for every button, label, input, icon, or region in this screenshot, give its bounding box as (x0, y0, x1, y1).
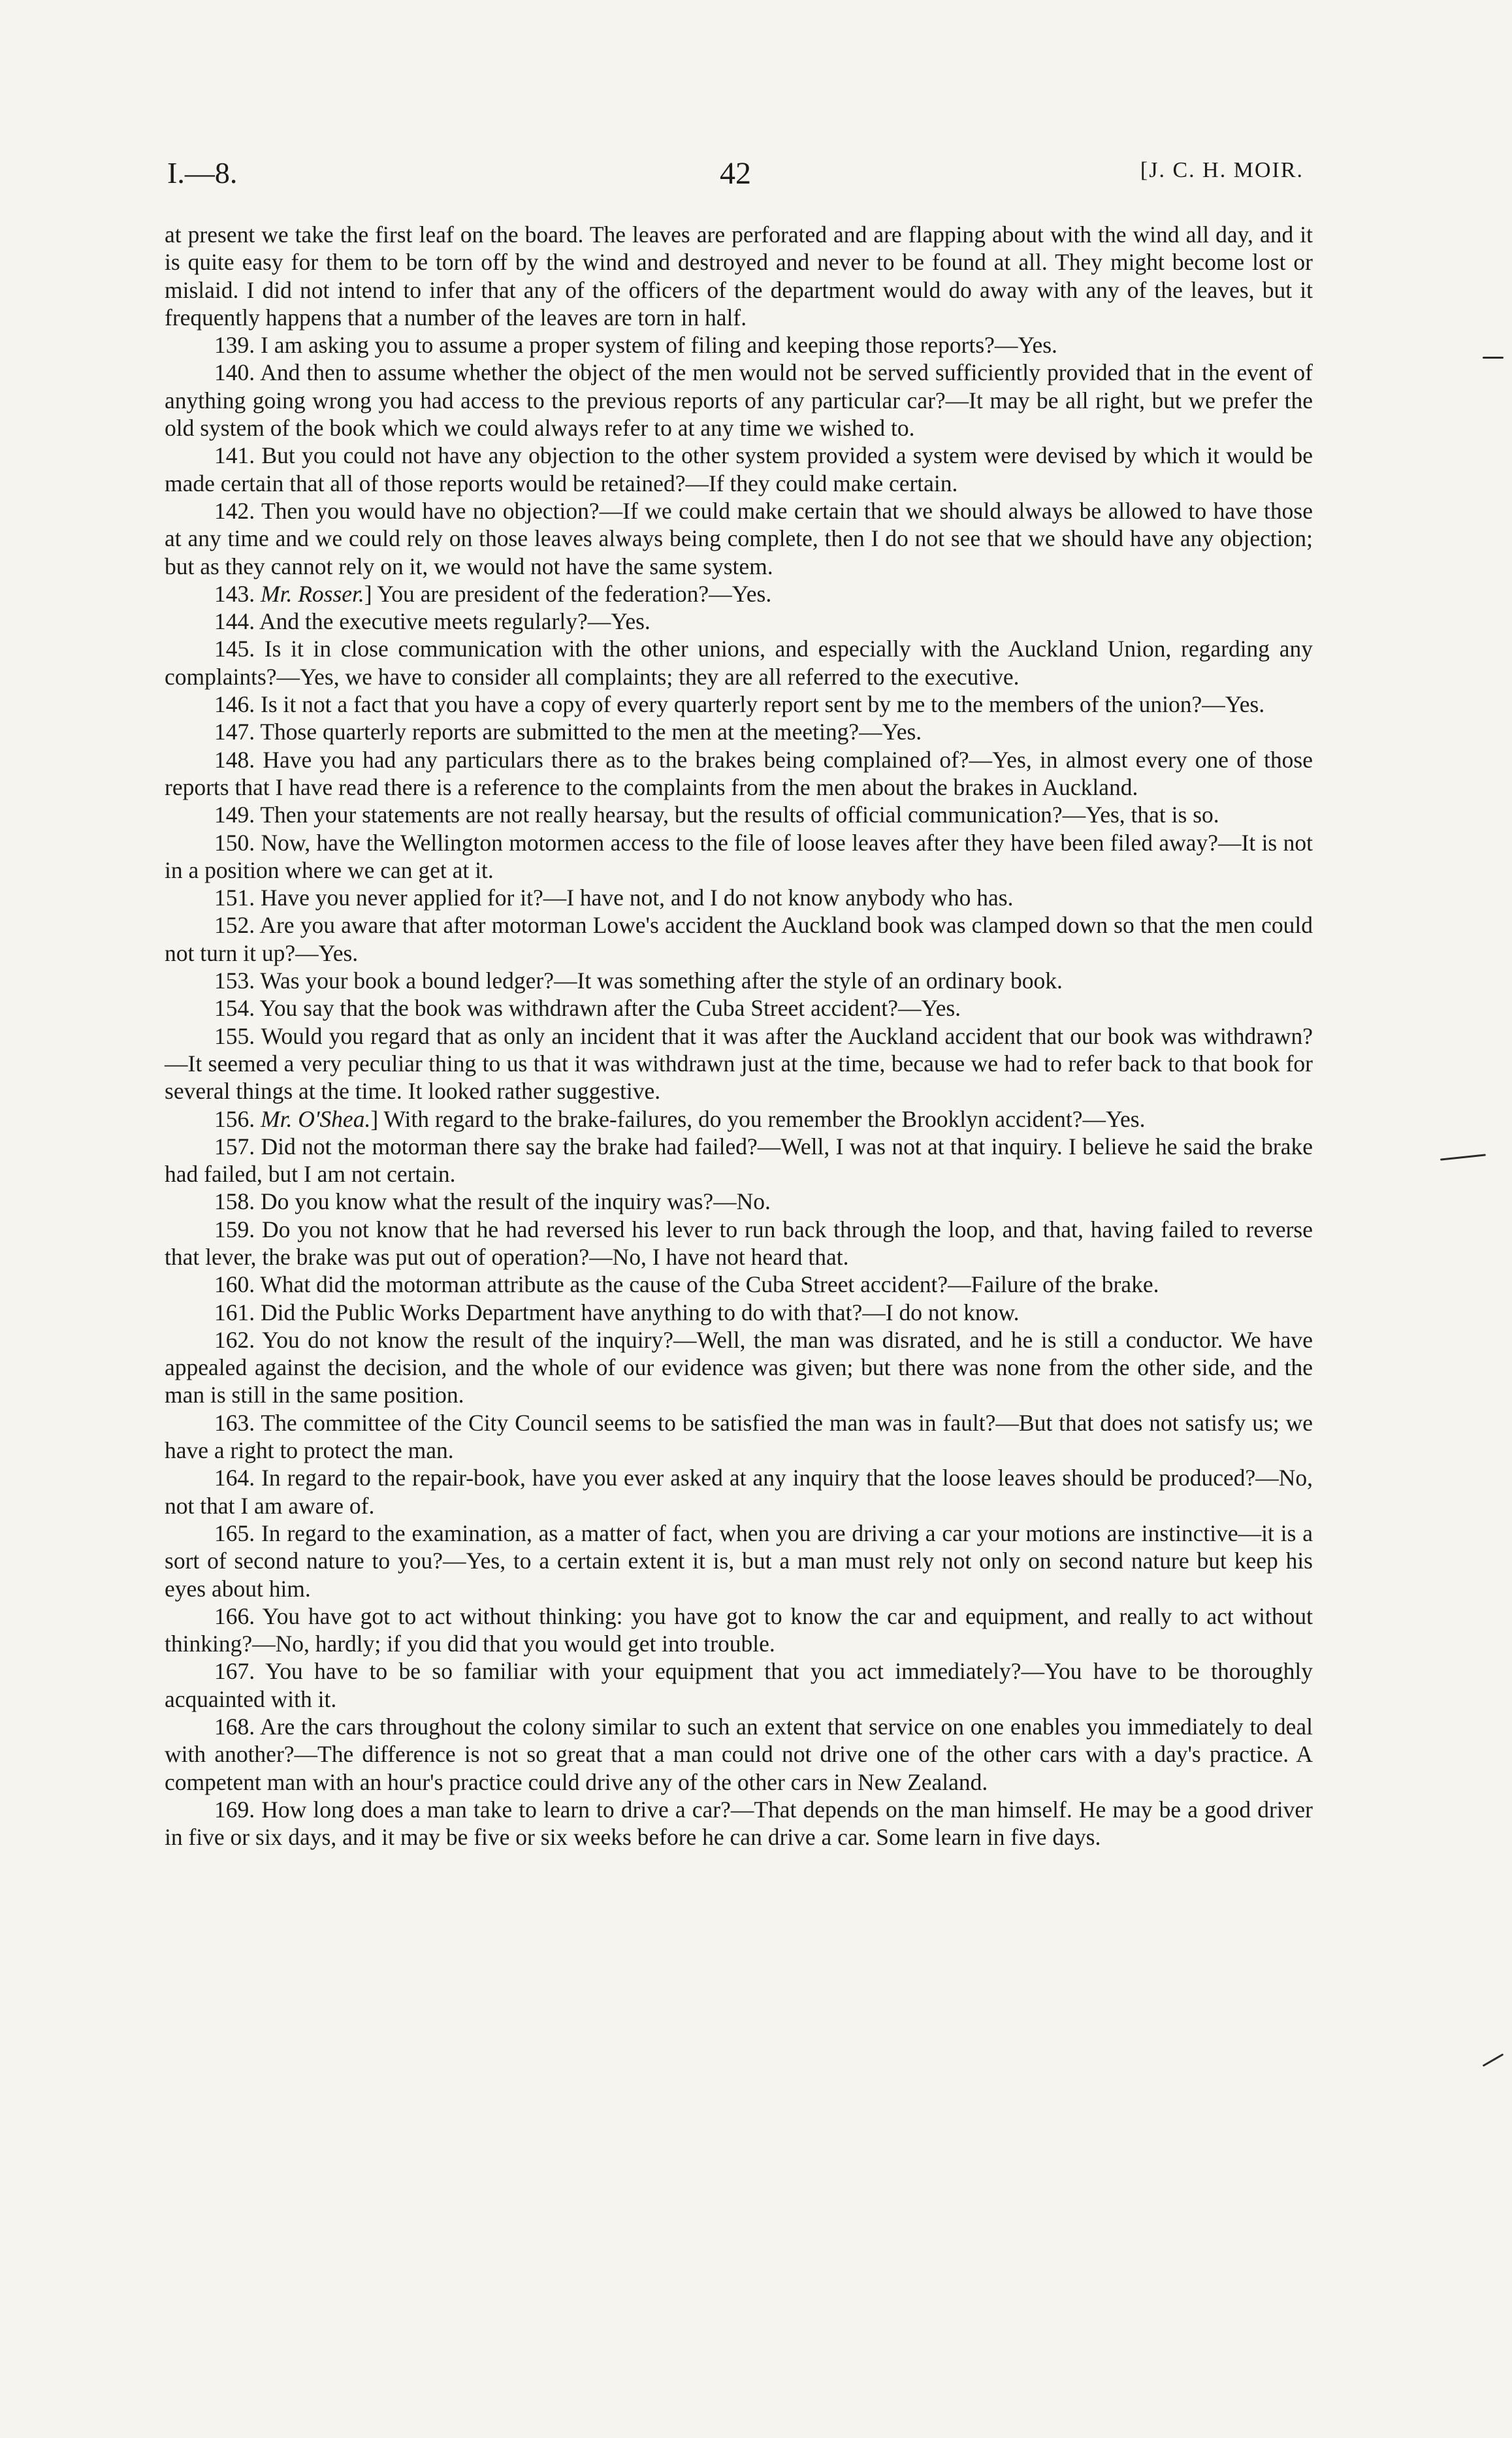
testimony-paragraph (165, 1105, 1313, 1133)
testimony-paragraph (165, 1326, 1313, 1409)
paragraph-text: 142. Then you would have no objection?—If we could make certain that we should always be allowed to have those at any time and we could rely on those leaves always being complete, then I do not see that we should have any objection; but as they cannot rely on it, we would not have the same system. (165, 497, 1313, 579)
testimony-paragraph (165, 580, 1313, 608)
paragraph-text: 167. You have to be so familiar with your equipment that you act immediately?—You have to be thoroughly acquainted with it. (165, 1658, 1313, 1712)
testimony-paragraph (165, 1022, 1313, 1105)
paragraph-text: 148. Have you had any particulars there as to the brakes being complained of?—Yes, in almost every one of those reports that I have read there is a reference to the complaints from the men about the brakes in Auckland. (165, 746, 1313, 800)
page-number: 42 (720, 156, 751, 191)
testimony-paragraph (165, 1713, 1313, 1796)
paragraph-text: 152. Are you aware that after motorman Lowe's accident the Auckland book was clamped down so that the men could not turn it up?—Yes. (165, 912, 1313, 966)
paragraph-text: 156. (214, 1105, 261, 1132)
testimony-paragraph (165, 1520, 1313, 1602)
margin-mark (1440, 1154, 1486, 1160)
testimony-paragraph (165, 718, 1313, 745)
paragraph-text: 159. Do you not know that he had reversed his lever to run back through the loop, and that, having failed to reverse that lever, the brake was put out of operation?—No, I have not heard that. (165, 1216, 1313, 1270)
margin-mark (1483, 2053, 1504, 2067)
paragraph-text: 157. Did not the motorman there say the brake had failed?—Well, I was not at that inquiry. I believe he said the brake had failed, but I am not certain. (165, 1133, 1313, 1188)
paragraph-text: 144. And the executive meets regularly?—Yes. (214, 608, 651, 635)
paragraph-text: 153. Was your book a bound ledger?—It was something after the style of an ordinary book. (214, 967, 1063, 994)
testimony-paragraph (165, 884, 1313, 911)
paragraph-text: 150. Now, have the Wellington motormen access to the file of loose leaves after they have been filed away?—It is not in a position where we can get at it. (165, 829, 1313, 883)
witness-name: [J. C. H. MOIR. (1140, 158, 1304, 182)
paragraph-text: ] You are president of the federation?—Yes. (364, 580, 772, 607)
testimony-paragraph (165, 442, 1313, 497)
paragraph-text: at present we take the first leaf on the board. The leaves are perforated and are flapping about with the wind all day, and it is quite easy for them to be torn off by the wind and destroyed and never to be found at all. They might become lost or mislaid. I did not intend to infer that any of the officers of the department would do away with any of the leaves, but it frequently happens that a number of the leaves are torn in half. (165, 221, 1313, 331)
testimony-paragraph (165, 1271, 1313, 1298)
testimony-body (165, 221, 1313, 1851)
testimony-paragraph (165, 1796, 1313, 1851)
testimony-paragraph (165, 359, 1313, 442)
paragraph-text: 166. You have got to act without thinking: you have got to know the car and equipment, and really to act without thinking?—No, hardly; if you did that you would get into trouble. (165, 1602, 1313, 1657)
page-header (167, 155, 1304, 201)
margin-mark (1483, 357, 1504, 359)
paragraph-text: 164. In regard to the repair-book, have you ever asked at any inquiry that the loose leaves should be produced?—No, not that I am aware of. (165, 1465, 1313, 1519)
paragraph-text: 146. Is it not a fact that you have a copy of every quarterly report sent by me to the members of the union?—Yes. (214, 691, 1265, 718)
testimony-paragraph (165, 1657, 1313, 1713)
paragraph-text: 140. And then to assume whether the object of the men would not be served sufficiently provided that in the event of anything going wrong you had access to the previous reports of any particular car?—It may be all right, but we prefer the old system of the book which we could always refer to at any time we wished to. (165, 359, 1313, 442)
paragraph-text: 169. How long does a man take to learn to drive a car?—That depends on the man himself. He may be a good driver in five or six days, and it may be five or six weeks before he can drive a car. Some learn in five days. (165, 1796, 1313, 1851)
paragraph-text: 154. You say that the book was withdrawn after the Cuba Street accident?—Yes. (214, 995, 961, 1022)
speaker-name: Mr. Rosser. (261, 580, 364, 607)
testimony-paragraph (165, 1299, 1313, 1326)
testimony-paragraph (165, 1133, 1313, 1188)
paragraph-text: 145. Is it in close communication with the other unions, and especially with the Auckland Union, regarding any complaints?—Yes, we have to consider all complaints; they are all referred to the executive. (165, 636, 1313, 690)
testimony-paragraph (165, 746, 1313, 802)
paragraph-text: 141. But you could not have any objection to the other system provided a system were devised by which it would be made certain that all of those reports would be retained?—If they could make certain. (165, 442, 1313, 496)
testimony-paragraph (165, 608, 1313, 635)
paragraph-text: 147. Those quarterly reports are submitted to the men at the meeting?—Yes. (214, 719, 922, 745)
paragraph-text: 151. Have you never applied for it?—I have not, and I do not know anybody who has. (214, 885, 1014, 911)
testimony-paragraph (165, 691, 1313, 718)
testimony-paragraph (165, 829, 1313, 885)
paragraph-text: 149. Then your statements are not really hearsay, but the results of official communication?—Yes, that is so. (214, 802, 1219, 828)
paragraph-text: 143. (214, 580, 261, 607)
speaker-name: Mr. O'Shea. (261, 1105, 371, 1132)
testimony-paragraph (165, 1188, 1313, 1215)
testimony-paragraph (165, 1216, 1313, 1271)
testimony-paragraph (165, 994, 1313, 1022)
paragraph-text: 160. What did the motorman attribute as the cause of the Cuba Street accident?—Failure of the brake. (214, 1271, 1159, 1298)
testimony-paragraph (165, 497, 1313, 580)
testimony-paragraph (165, 1464, 1313, 1520)
paragraph-text: 158. Do you know what the result of the inquiry was?—No. (214, 1188, 771, 1215)
paragraph-text: 139. I am asking you to assume a proper system of filing and keeping those reports?—Yes. (214, 332, 1057, 359)
paragraph-text: 163. The committee of the City Council seems to be satisfied the man was in fault?—But that does not satisfy us; we have a right to protect the man. (165, 1409, 1313, 1464)
continued-paragraph (165, 221, 1313, 331)
testimony-paragraph (165, 635, 1313, 691)
paragraph-text: 155. Would you regard that as only an incident that it was after the Auckland accident that our book was withdrawn?—It seemed a very peculiar thing to us that it was withdrawn just at the time, because we had to refer back to that book for several things at the time. It looked rather suggestive. (165, 1022, 1313, 1105)
report-reference: I.—8. (167, 156, 238, 189)
testimony-paragraph (165, 967, 1313, 994)
paragraph-text: 162. You do not know the result of the inquiry?—Well, the man was disrated, and he is still a conductor. We have appealed against the decision, and the whole of our evidence was given; but there was none from the other side, and the man is still in the same position. (165, 1326, 1313, 1408)
testimony-paragraph (165, 1409, 1313, 1465)
testimony-paragraph (165, 801, 1313, 828)
paragraph-text: 165. In regard to the examination, as a matter of fact, when you are driving a car your motions are instinctive—it is a sort of second nature to you?—Yes, to a certain extent it is, but a man must rely not only on second nature but keep his eyes about him. (165, 1520, 1313, 1602)
paragraph-text: ] With regard to the brake-failures, do you remember the Brooklyn accident?—Yes. (370, 1105, 1146, 1132)
testimony-paragraph (165, 331, 1313, 359)
paragraph-text: 161. Did the Public Works Department have anything to do with that?—I do not know. (214, 1299, 1020, 1325)
testimony-paragraph (165, 1602, 1313, 1658)
paragraph-text: 168. Are the cars throughout the colony similar to such an extent that service on one enables you immediately to deal with another?—The difference is not so great that a man could not drive one of the other cars with a day's practice. A competent man with an hour's practice could drive any of the other cars in New Zealand. (165, 1714, 1313, 1795)
testimony-paragraph (165, 911, 1313, 967)
